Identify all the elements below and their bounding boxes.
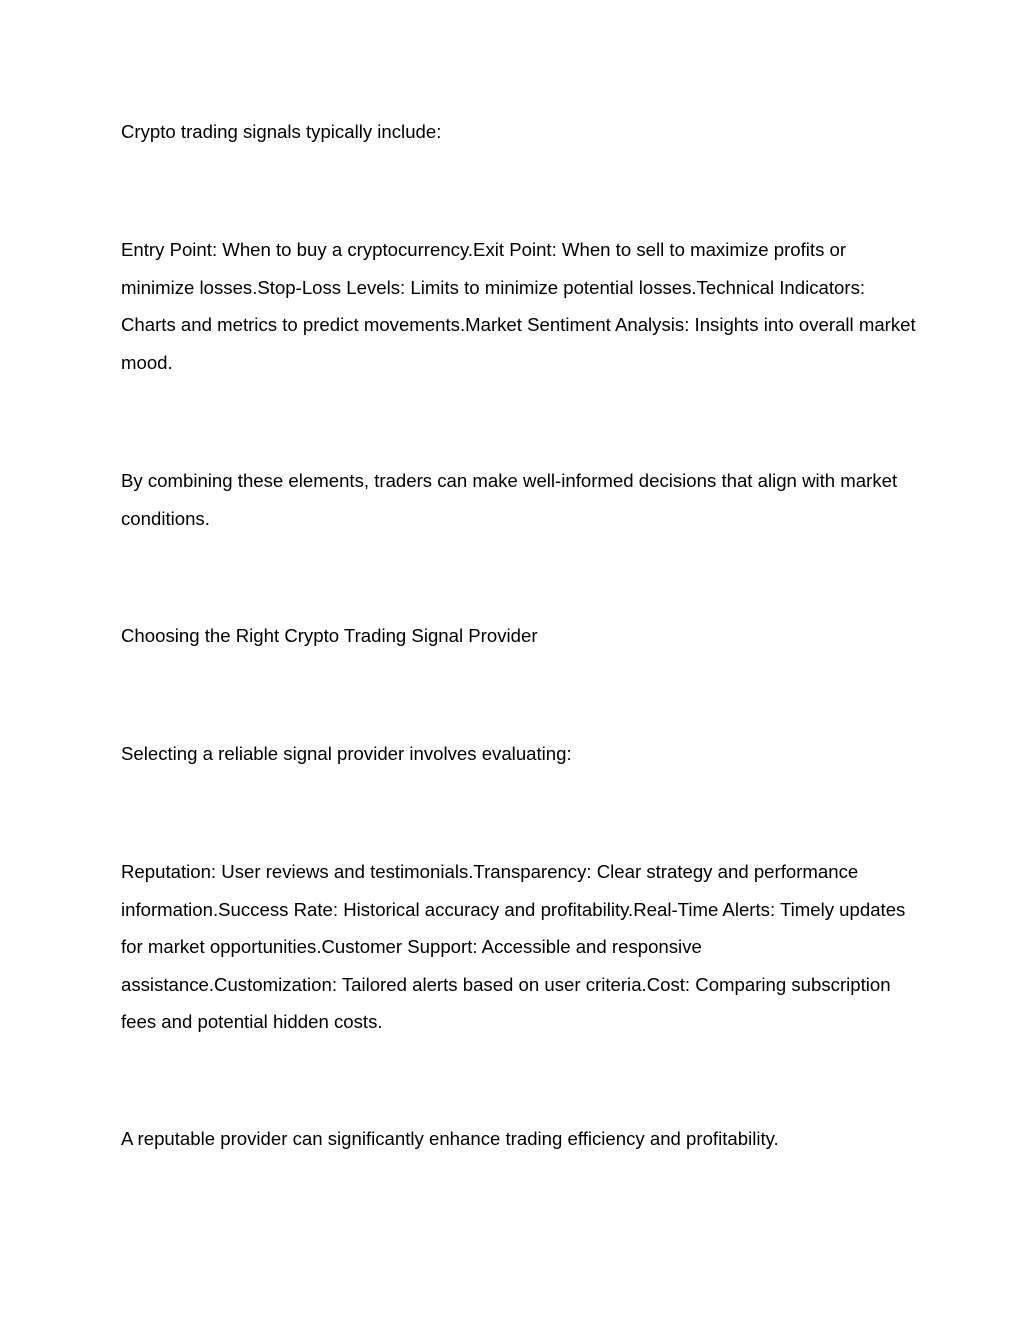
evaluation-criteria-paragraph: Reputation: User reviews and testimonials.Transparency: Clear strategy and performance information.Success Rate: Historical accuracy and profitability.Real-Time Alerts: Timely updates for market opportunities.Customer Support: Accessible and responsive assistance.Customization: Tailored alerts based on user criteria.Cost: Comparing subscription fees and potential hidden costs. <box>121 861 906 1033</box>
section-heading: Choosing the Right Crypto Trading Signal Provider <box>121 625 538 646</box>
combining-elements-paragraph: By combining these elements, traders can make well-informed decisions that align with market conditions. <box>121 470 898 529</box>
signal-components-paragraph: Entry Point: When to buy a cryptocurrency.Exit Point: When to sell to maximize profits or minimize losses.Stop-Loss Levels: Limits to minimize potential losses.Technical Indicators: Charts and metrics to predict movements.Market Sentiment Analysis: Insights into overall market mood. <box>121 239 916 373</box>
intro-paragraph: Crypto trading signals typically include: <box>121 121 442 142</box>
conclusion-paragraph: A reputable provider can significantly enhance trading efficiency and profitability. <box>121 1128 779 1149</box>
selection-intro-paragraph: Selecting a reliable signal provider involves evaluating: <box>121 743 572 764</box>
